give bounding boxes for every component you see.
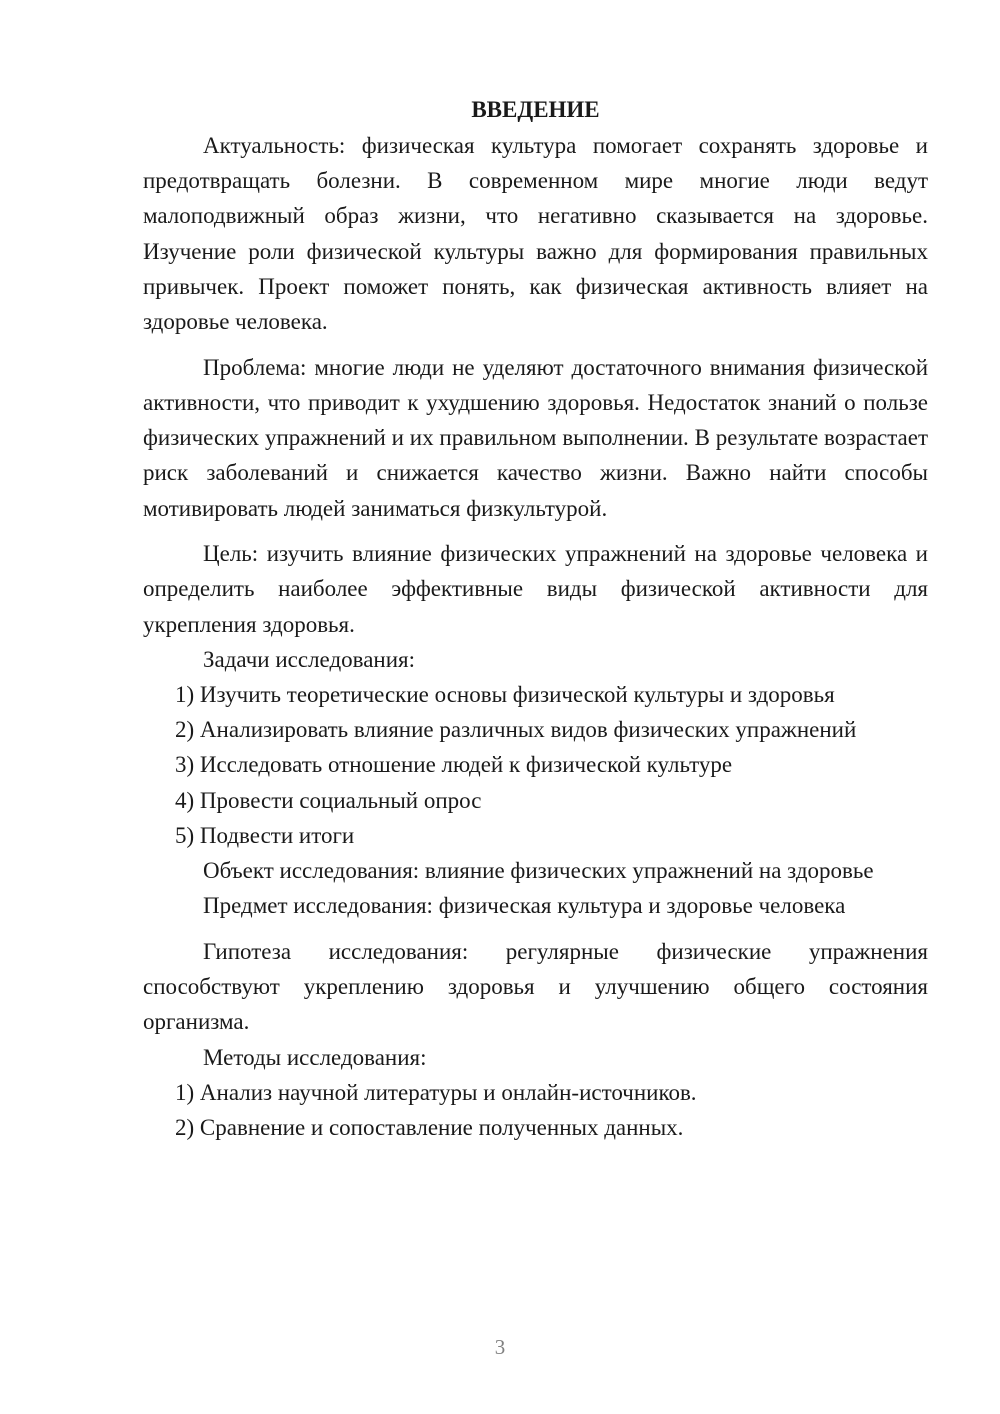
object-line: Объект исследования: влияние физических упражнений на здоровье xyxy=(203,858,874,884)
subject-line: Предмет исследования: физическая культура и здоровье человека xyxy=(203,893,846,919)
problem-paragraph: Проблема: многие люди не уделяют достаточного внимания физической активности, что приводит к ухудшению здоровья. Недостаток знаний о пользе физических упражнений и их правильном выполнении. В результате возрастает риск заболеваний и снижается качество жизни. Важно найти способы мотивировать людей заниматься физкультурой. xyxy=(143,354,928,521)
method-item-1: 1) Анализ научной литературы и онлайн-источников. xyxy=(175,1079,697,1105)
section-heading: ВВЕДЕНИЕ xyxy=(471,97,600,122)
tasks-title: Задачи исследования: xyxy=(203,646,416,672)
task-item-1: 1) Изучить теоретические основы физической культуры и здоровья xyxy=(175,682,835,708)
goal-paragraph: Цель: изучить влияние физических упражнений на здоровье человека и определить наиболее эффективные виды физической активности для укрепления здоровья. xyxy=(143,541,928,637)
task-item-2: 2) Анализировать влияние различных видов физических упражнений xyxy=(175,717,857,743)
task-item-4: 4) Провести социальный опрос xyxy=(175,787,482,813)
methods-title: Методы исследования: xyxy=(203,1044,427,1070)
method-item-2: 2) Сравнение и сопоставление полученных данных. xyxy=(175,1114,684,1140)
task-item-5: 5) Подвести итоги xyxy=(175,822,355,848)
page-number: 3 xyxy=(494,1335,506,1359)
hypothesis-paragraph: Гипотеза исследования: регулярные физические упражнения способствуют укреплению здоровья и улучшению общего состояния организма. xyxy=(143,938,928,1035)
task-item-3: 3) Исследовать отношение людей к физической культуре xyxy=(175,752,733,778)
relevance-paragraph: Актуальность: физическая культура помогает сохранять здоровье и предотвращать болезни. В современном мире многие люди ведут малоподвижный образ жизни, что негативно сказывается на здоровье. Изучение роли физической культуры важно для формирования правильных привычек. Проект поможет понять, как физическая активность влияет на здоровье человека. xyxy=(143,133,928,335)
document-body xyxy=(143,92,928,1145)
